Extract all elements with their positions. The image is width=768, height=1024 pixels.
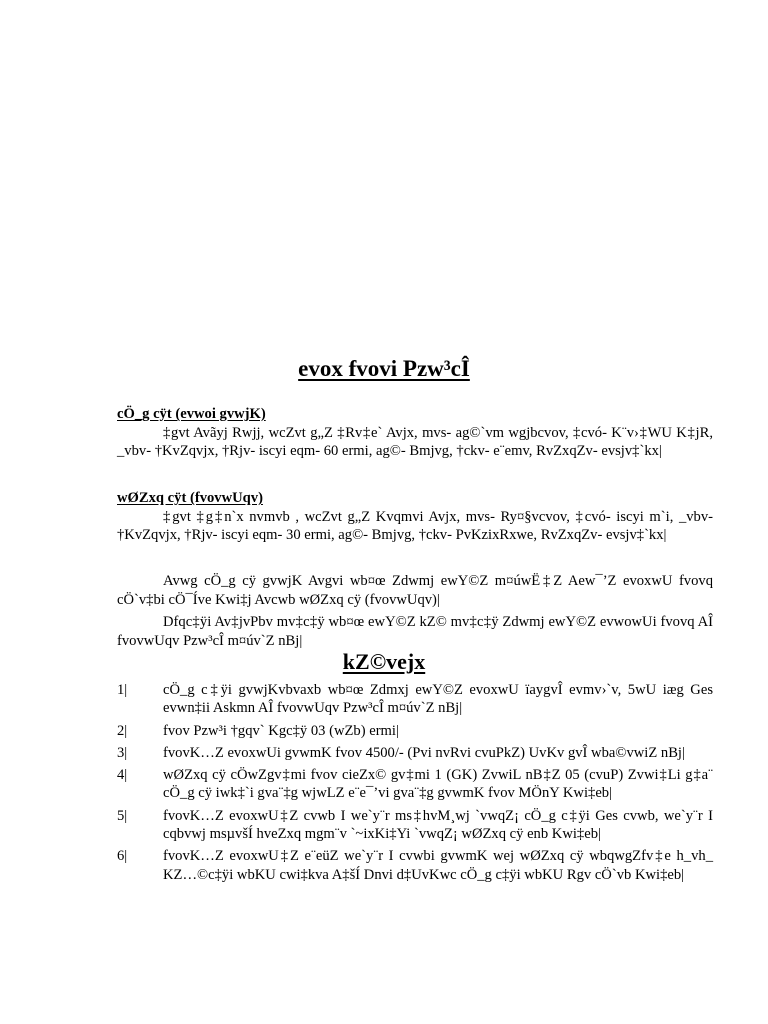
condition-text: wØZxq cÿ cÖwZgv‡mi fvov cieZx© gv‡mi 1 (GK) ZvwiL nB‡Z 05 (cvuP) Zvwi‡Li g‡a¨ cÖ_g cÿ iwk‡`i gva¨‡g wjwLZ e¨e¯’vi gva¨‡g gvwmK fvov MÖnY Kwi‡eb| <box>163 767 713 802</box>
document-title <box>0 354 768 384</box>
condition-text: cÖ_g c‡ÿi gvwjKvbvaxb wb¤œ Zdmxj ewY©Z evoxwU ïaygvÎ evmv›`v, 5wU iæg Ges evwn‡ii Askmn AÎ fvovwUqv Pzw³cÎ m¤úv`Z nBj| <box>163 682 713 717</box>
second-party-section <box>117 489 713 545</box>
condition-number: 2| <box>117 722 128 739</box>
condition-item <box>117 766 713 803</box>
condition-item <box>117 722 713 740</box>
condition-number: 3| <box>117 744 128 761</box>
condition-number: 4| <box>117 767 128 784</box>
first-party-section <box>117 405 713 461</box>
agreement-paragraph <box>117 572 713 609</box>
second-party-details: ‡gvt ‡g‡n`x nvmvb , wcZvt g„Z Kvqmvi Avjx, mvs- Ry¤§vcvov, ‡cvó- iscyi m`i, _vbv- †KvZqvjx, †Rjv- iscyi eqm- 30 ermi, ag©- Bmjvg, †ckv- PvKzixRxwe, RvZxqZv- evsjv‡`kx| <box>117 508 713 543</box>
condition-text: fvovK…Z evoxwUi gvwmK fvov 4500/- (Pvi nvRvi cvuPkZ) UvKv gvÎ wba©vwiZ nBj| <box>163 744 685 761</box>
agreement-paragraph-text: Avwg cÖ_g cÿ gvwjK Avgvi wb¤œ Zdwmj ewY©Z m¤úwË‡Z Aew¯’Z evoxwU fvovq cÖ`v‡bi cÖ¯Íve Kwi‡j Avcwb wØZxq cÿ (fvovwUqv)| <box>117 573 713 608</box>
condition-item <box>117 681 713 718</box>
condition-number: 6| <box>117 848 128 865</box>
mutual-agreement-paragraph-text: Dfqc‡ÿi Av‡jvPbv mv‡c‡ÿ wb¤œ ewY©Z kZ© mv‡c‡ÿ Zdwmj ewY©Z evwowUi fvovq AÎ fvovwUqv Pzw³cÎ m¤úv`Z nBj| <box>117 614 713 649</box>
condition-number: 1| <box>117 682 128 698</box>
mutual-agreement-paragraph <box>117 613 713 650</box>
second-party-heading: wØZxq cÿt (fvovwUqv) <box>117 490 263 506</box>
first-party-heading: cÖ_g cÿt (evwoi gvwjK) <box>117 406 266 422</box>
conditions-list <box>117 681 713 888</box>
condition-item <box>117 807 713 844</box>
conditions-heading <box>0 648 768 676</box>
document-title-text: evox fvovi Pzw³cÎ <box>298 356 470 381</box>
condition-text: fvovK…Z evoxwU‡Z e¨eüZ we`y¨r I cvwbi gvwmK wej wØZxq cÿ wbqwgZfv‡e h_vh_ KZ…©c‡ÿi wbKU cwi‡kva A‡šÍ Dnvi d‡UvKwc cÖ_g c‡ÿi wbKU Rgv cÖ`vb Kwi‡eb| <box>163 848 713 883</box>
conditions-heading-text: kZ©vejx <box>342 649 426 674</box>
condition-number: 5| <box>117 807 128 824</box>
condition-item <box>117 744 713 762</box>
condition-text: fvovK…Z evoxwU‡Z cvwb I we`y¨r ms‡hvM¸wj `vwqZ¡ cÖ_g c‡ÿi Ges cvwb, we`y¨r I cqbvwj msµvšÍ hveZxq mgm¨v `~ixKi‡Yi `vwqZ¡ wØZxq cÿ enb Kwi‡eb| <box>163 807 713 843</box>
condition-item <box>117 847 713 884</box>
first-party-details: ‡gvt Avãyj Rwjj, wcZvt g„Z ‡Rv‡e` Avjx, mvs- ag©`vm wgjbcvov, ‡cvó- K¨v›‡WU K‡jR, _vbv- †KvZqvjx, †Rjv- iscyi eqm- 60 ermi, ag©- Bmjvg, †ckv- e¨emv, RvZxqZv- evsjv‡`kx| <box>117 424 713 459</box>
condition-text: fvov Pzw³i †gqv` Kgc‡ÿ 03 (wZb) ermi| <box>163 722 399 739</box>
